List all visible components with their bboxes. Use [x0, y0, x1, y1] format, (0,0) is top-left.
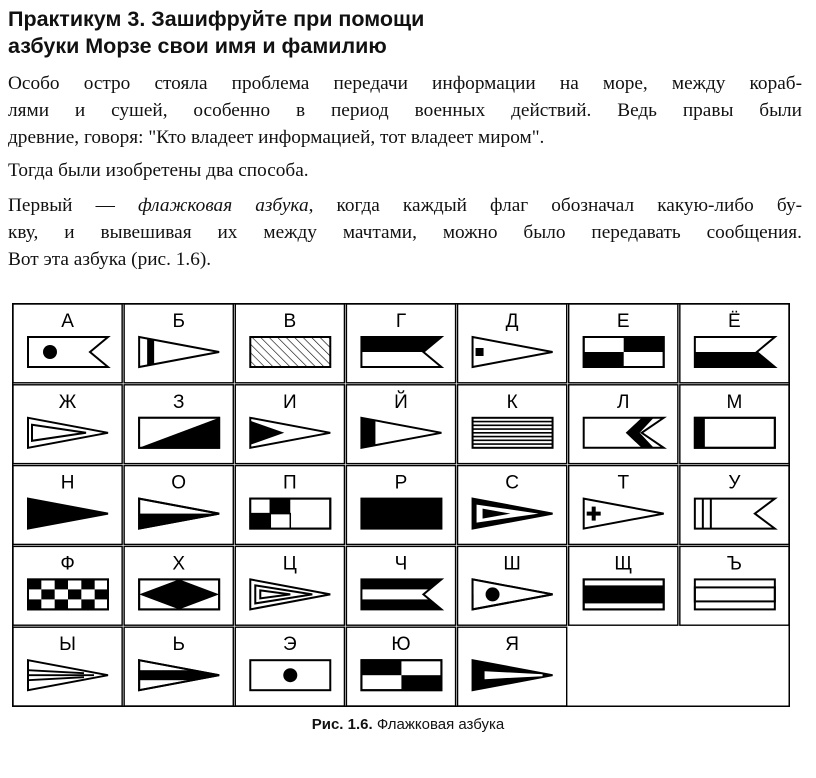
flag-letter: Т	[617, 472, 630, 494]
flag-letter: Д	[505, 311, 519, 332]
flag-shch-icon	[584, 579, 664, 609]
flag-cell	[13, 546, 122, 625]
caption-text: Флажковая азбука	[372, 716, 505, 733]
flag-m-icon	[695, 418, 775, 448]
text-line: Особо остро стояла проблема передачи информации на море, между кораб-	[8, 73, 802, 94]
flag-cell	[569, 304, 678, 383]
empty-cell	[569, 627, 678, 706]
flag-cell	[346, 627, 455, 706]
flag-cell	[680, 466, 789, 545]
flag-kh-icon	[139, 579, 219, 609]
flag-cell	[569, 385, 678, 464]
term-flag-alphabet: флажковая азбука	[137, 195, 309, 216]
flag-cell	[124, 546, 233, 625]
flag-letter: Й	[394, 391, 408, 413]
flag-letter: В	[283, 311, 297, 332]
flag-cell	[124, 466, 233, 545]
text-line: Вот эта азбука (рис. 1.6).	[8, 249, 212, 270]
flag-cell	[346, 304, 455, 383]
flag-cell	[235, 304, 344, 383]
text-line: лями и сушей, особенно в период военных действий. Ведь правы были	[8, 100, 802, 121]
flag-cell	[13, 304, 122, 383]
flag-alphabet-table	[12, 303, 790, 707]
flag-letter: И	[283, 391, 297, 413]
flag-cell	[458, 466, 567, 545]
flag-letter: О	[171, 472, 187, 494]
figure-caption	[0, 716, 816, 733]
text-line: кву, и вывешивая их между мачтами, можно было передавать сообщения.	[8, 222, 802, 243]
flag-k-icon	[473, 418, 553, 448]
flag-cell	[569, 546, 678, 625]
flag-letter: К	[506, 391, 518, 413]
flag-letter: Ь	[172, 634, 185, 656]
flag-letter: Я	[505, 634, 519, 656]
flag-cell	[235, 385, 344, 464]
flag-letter: Б	[172, 311, 185, 332]
text-line	[8, 192, 802, 219]
page-title	[8, 6, 808, 60]
flag-e-reverse-icon	[250, 660, 330, 690]
flag-cell	[569, 466, 678, 545]
flag-letter: Ю	[391, 634, 411, 656]
flag-letter: У	[728, 472, 741, 494]
flag-letter: Ъ	[726, 553, 742, 575]
flag-cell	[124, 627, 233, 706]
flag-letter: Г	[395, 311, 407, 332]
flag-letter: Ц	[282, 553, 297, 575]
flag-cell	[13, 466, 122, 545]
flag-letter: Ф	[60, 553, 75, 575]
flag-cell	[346, 385, 455, 464]
flag-letter: А	[61, 311, 74, 332]
flag-hard-sign-icon	[695, 579, 775, 609]
flag-cell	[458, 304, 567, 383]
flag-cell	[13, 385, 122, 464]
flag-letter: Л	[617, 391, 630, 413]
flag-cell	[346, 466, 455, 545]
flag-letter: Ё	[728, 311, 741, 332]
flag-letter: Ч	[394, 553, 408, 575]
title-line: Практикум 3. Зашифруйте при помощи	[8, 7, 425, 31]
flag-cell	[346, 546, 455, 625]
flag-e-icon	[584, 337, 664, 367]
flag-cell	[680, 304, 789, 383]
flag-letter: Щ	[614, 553, 633, 575]
flag-cell	[235, 546, 344, 625]
flag-letter: Н	[60, 472, 75, 494]
flag-letter: Э	[283, 634, 297, 656]
flag-cell	[458, 627, 567, 706]
flag-v-icon	[250, 337, 330, 367]
flag-letter: Х	[172, 553, 186, 575]
flag-r-icon	[361, 499, 441, 529]
flag-cell	[235, 627, 344, 706]
paragraph-intro	[8, 70, 802, 151]
flag-letter: М	[726, 391, 743, 413]
flag-cell	[458, 385, 567, 464]
text-line: древние, говоря: "Кто владеет информацией, тот владеет миром".	[8, 127, 545, 148]
flag-cell	[124, 304, 233, 383]
empty-cell	[680, 627, 789, 706]
flag-z-icon	[139, 418, 219, 448]
flag-cell	[680, 546, 789, 625]
flag-letter: Ы	[59, 634, 76, 656]
text-fragment: Первый —	[8, 195, 138, 216]
paragraph-flag-alphabet	[8, 192, 802, 273]
flag-letter: С	[505, 472, 519, 494]
caption-label: Рис. 1.6.	[311, 716, 373, 733]
flag-cell	[124, 385, 233, 464]
flag-letter: П	[283, 472, 297, 494]
flag-f-icon	[28, 579, 108, 609]
flag-yu-icon	[361, 660, 441, 690]
text-line: Тогда были изобретены два способа.	[8, 160, 309, 181]
flag-cell	[235, 466, 344, 545]
flag-cell	[680, 385, 789, 464]
flag-letter: Р	[394, 472, 408, 494]
flag-letter: З	[172, 391, 185, 413]
flag-letter: Ж	[58, 391, 77, 413]
flag-cell	[13, 627, 122, 706]
flag-letter: Е	[616, 311, 630, 332]
flag-p-icon	[250, 499, 330, 529]
flag-cell	[458, 546, 567, 625]
title-line: азбуки Морзе свои имя и фамилию	[8, 34, 387, 58]
paragraph-two-methods	[8, 157, 802, 184]
text-fragment: , когда каждый флаг обозначал какую-либо бу-	[308, 195, 803, 216]
flag-letter: Ш	[503, 553, 521, 575]
